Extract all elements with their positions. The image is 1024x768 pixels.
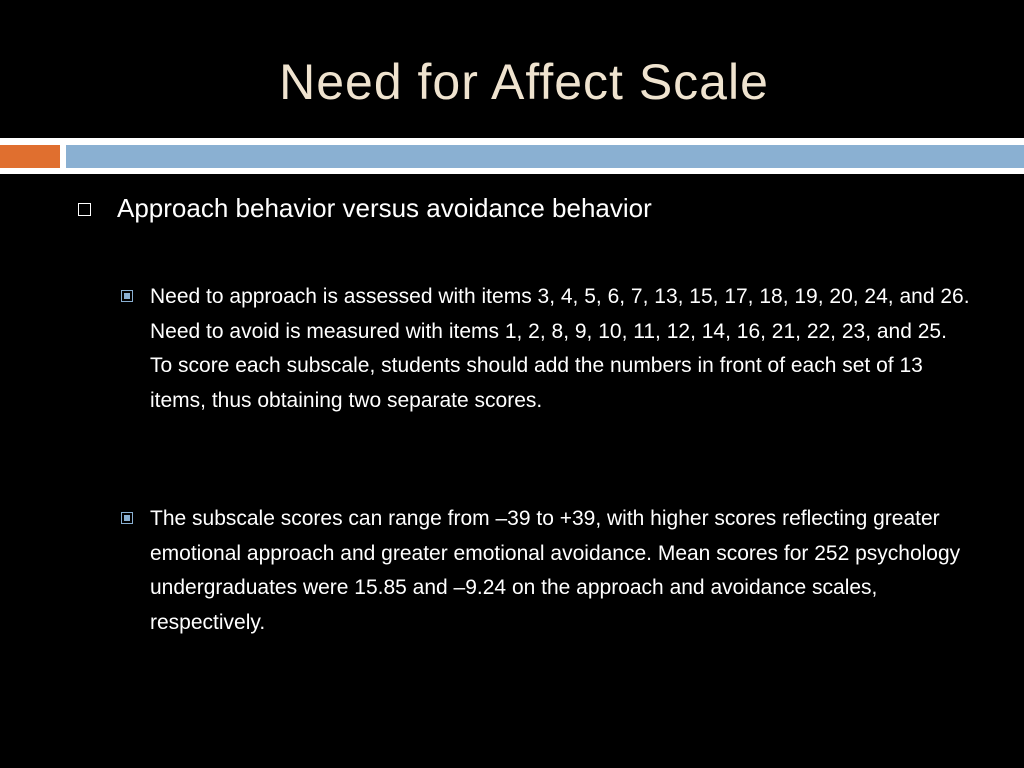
sub-bullet-text-2: The subscale scores can range from –39 to +39, with higher scores reflecting greater emotional approach and greater emotional avoidance. Mean scores for 252 psychology undergraduates were 15.85 and –9.24 on the approach and avoidance scales, respectively. (150, 507, 961, 634)
hollow-square-bullet-icon (78, 203, 91, 216)
sub-bullet-text-1: Need to approach is assessed with items 3, 4, 5, 6, 7, 13, 15, 17, 18, 19, 20, 24, and 26. Need to avoid is measured with items 1, 2, 8, 9, 10, 11, 12, 14, 16, 21, 22, 23, and 25. To score each subscale, students should add the numbers in front of each set of 13 items, thus obtaining two separate scores. (150, 285, 970, 412)
divider-accent-orange (0, 145, 60, 168)
bullet-item (78, 190, 978, 226)
bullet-text: Approach behavior versus avoidance behavior (117, 193, 652, 223)
slide-title: Need for Affect Scale (279, 54, 769, 110)
sub-bullet-item-2 (121, 502, 971, 640)
filled-square-bullet-icon (121, 290, 133, 302)
filled-square-bullet-icon (121, 512, 133, 524)
divider-accent-blue (66, 145, 1024, 168)
sub-bullet-item-1 (121, 280, 971, 418)
